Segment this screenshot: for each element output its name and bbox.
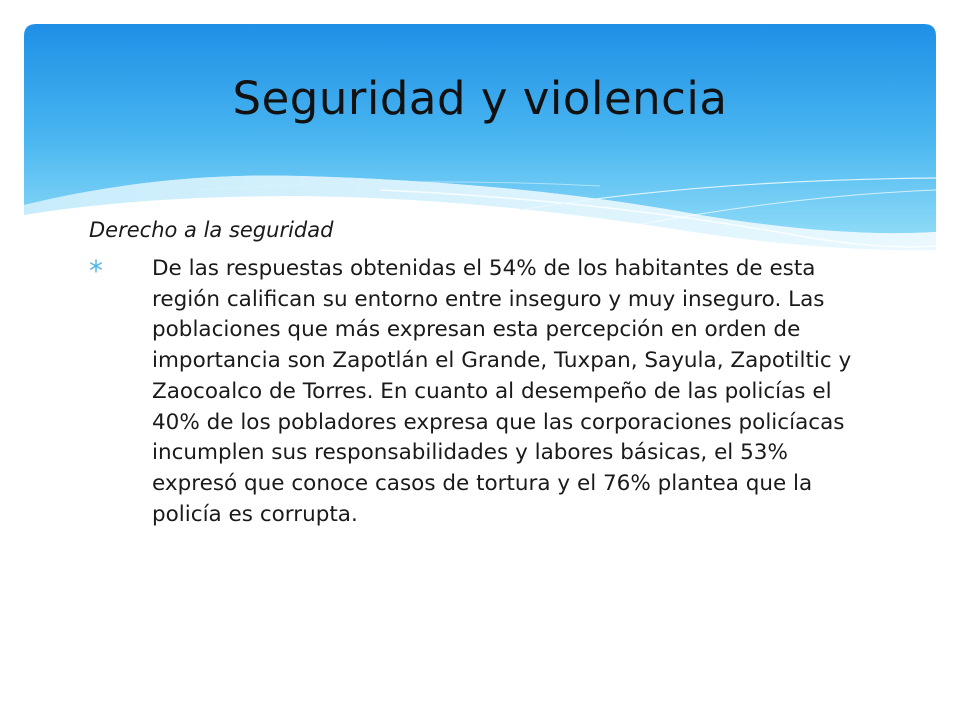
bullet-text: De las respuestas obtenidas el 54% de los habitantes de esta región califican su entorno entre inseguro y muy inseguro. Las poblaciones que más expresan esta percepción en orden de importancia son Zapotlán el Grande, Tuxpan, Sayula, Zapotiltic y Zaocoalco de Torres. En cuanto al desempeño de las policías el 40% de los pobladores expresa que las corporaciones policíacas incumplen sus responsabilidades y labores básicas, el 53% expresó que conoce casos de tortura y el 76% plantea que la policía es corrupta. — [152, 256, 852, 527]
asterisk-bullet-icon — [89, 259, 103, 273]
slide-title: Seguridad y violencia — [232, 72, 728, 125]
section-subtitle: Derecho a la seguridad — [89, 218, 334, 242]
bullet-item — [89, 254, 869, 530]
